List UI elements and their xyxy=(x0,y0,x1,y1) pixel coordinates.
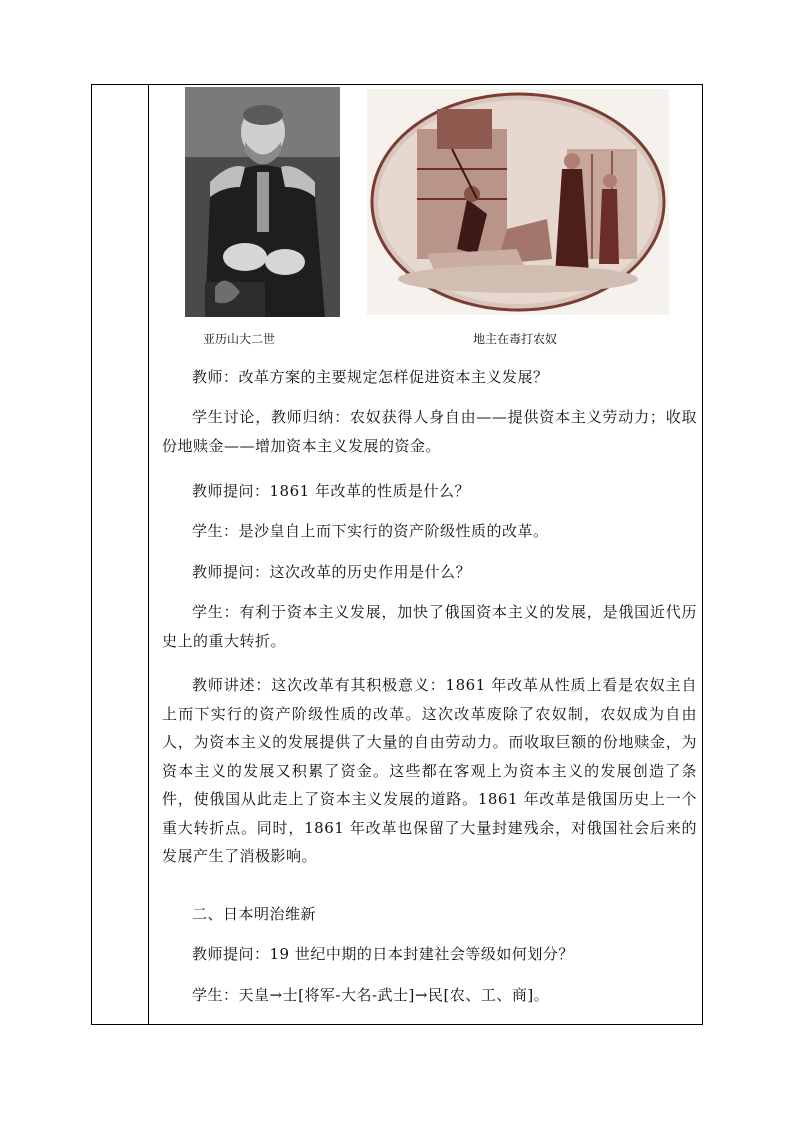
portrait-illustration xyxy=(185,87,340,317)
content-cell xyxy=(149,85,702,1024)
oval-engraving xyxy=(367,89,669,315)
landlord-illustration xyxy=(367,89,669,315)
paragraph: 教师提问：这次改革的历史作用是什么？ xyxy=(192,563,472,581)
illustration-caption: 地主在毒打农奴 xyxy=(473,332,558,346)
paragraph: 学生讨论，教师归纳：农奴获得人身自由——提供资本主义劳动力；收取份地赎金——增加资本主义发展的资金。 xyxy=(162,408,697,455)
paragraph: 学生：天皇→士[将军-大名-武士]→民[农、工、商]。 xyxy=(192,986,550,1004)
portrait-caption: 亚历山大二世 xyxy=(203,332,276,346)
paragraph: 教师讲述：这次改革有其积极意义：1861 年改革从性质上看是农奴主自上而下实行的资产阶级性质的改革。这次改革废除了农奴制，农奴成为自由人，为资本主义的发展提供了大量的自由劳动力。而收取巨额的份地赎金，为资本主义的发展又积累了资金。这些都在客观上为资本主义的发展创造了条件，使俄国从此走上了资本主义发展的道路。1861 年改革是俄国历史上一个重大转折点。同时，1861 年改革也保留了大量封建残余，对俄国社会后来的发展产生了消极影响。 xyxy=(162,676,697,865)
paragraph: 教师提问：1861 年改革的性质是什么？ xyxy=(192,482,470,500)
lesson-table xyxy=(91,84,703,1025)
section-heading: 二、日本明治维新 xyxy=(192,905,317,923)
paragraph: 教师提问：19 世纪中期的日本封建社会等级如何划分？ xyxy=(192,945,574,963)
paragraph: 学生：有利于资本主义发展，加快了俄国资本主义的发展，是俄国近代历史上的重大转折。 xyxy=(162,603,697,650)
paragraph: 教师：改革方案的主要规定怎样促进资本主义发展？ xyxy=(192,368,549,386)
portrait-photo xyxy=(185,87,340,317)
paragraph: 学生：是沙皇自上而下实行的资产阶级性质的改革。 xyxy=(192,522,549,540)
